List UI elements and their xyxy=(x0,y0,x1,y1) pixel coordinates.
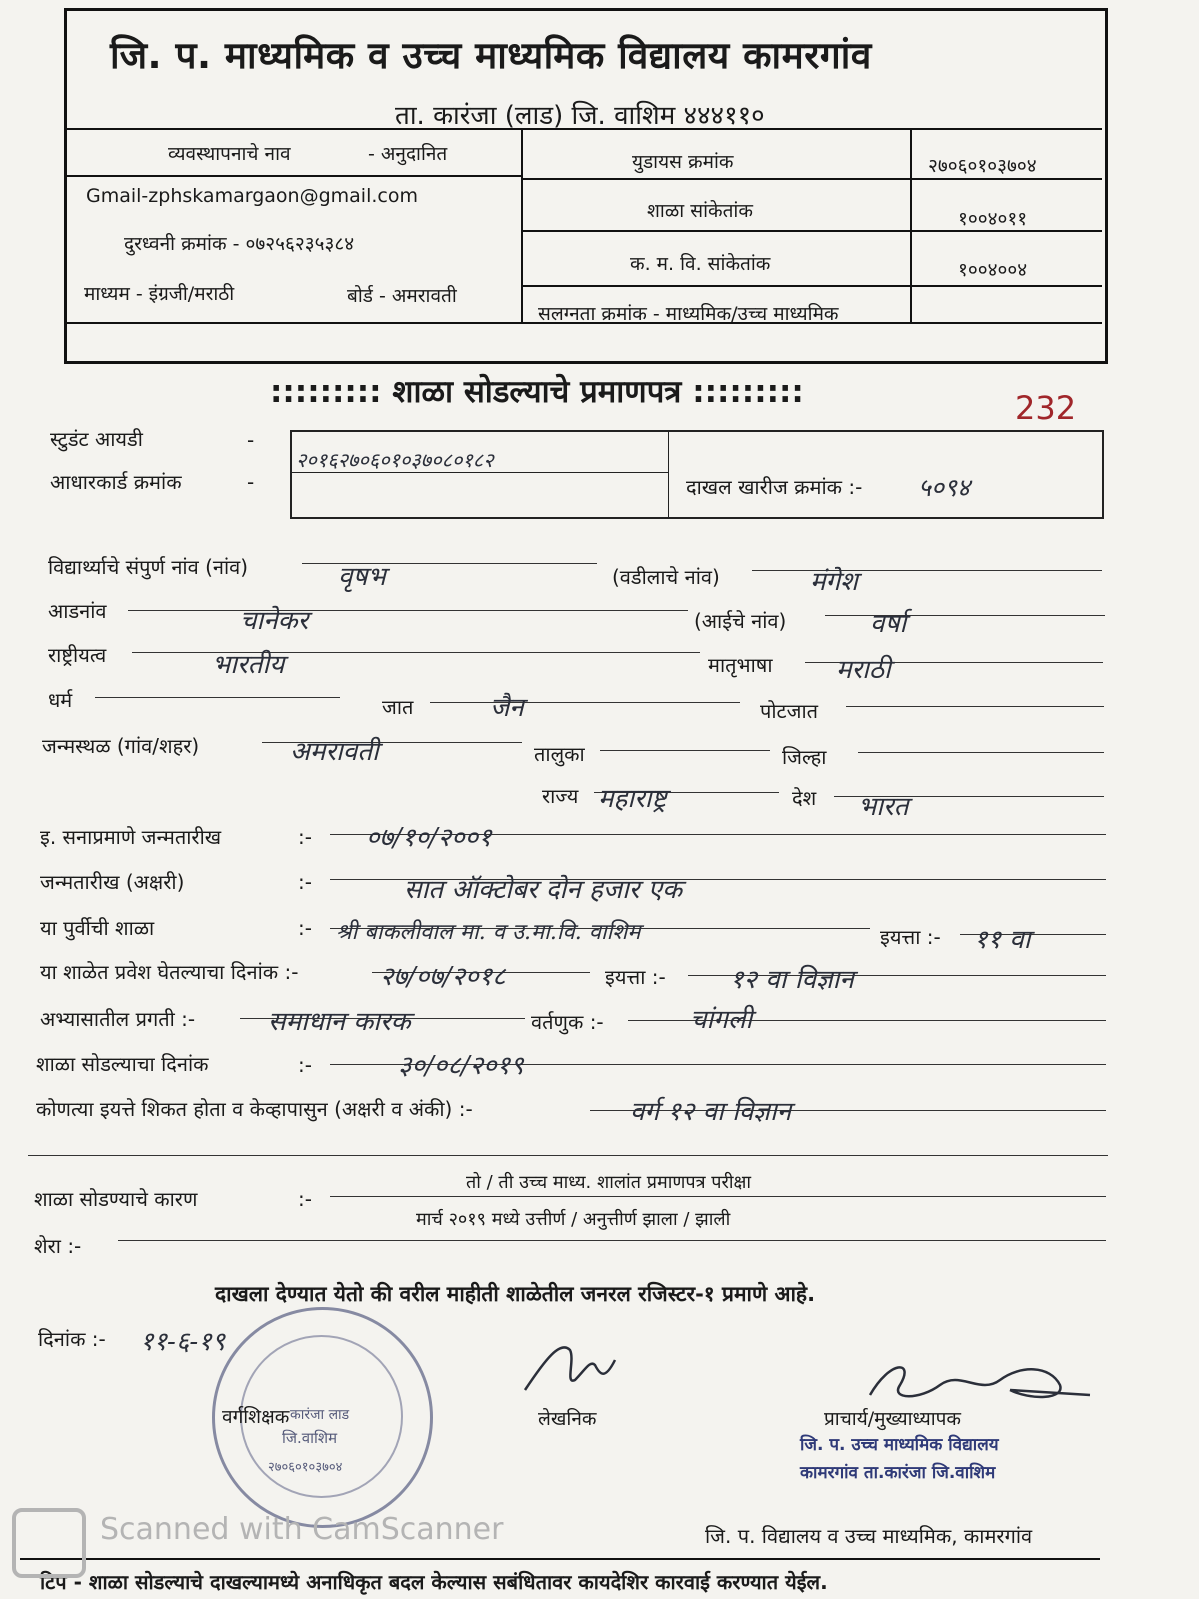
progress-label: अभ्यासातील प्रगती :- xyxy=(40,1007,196,1031)
school-code-label: शाळा सांकेतांक xyxy=(647,200,753,222)
school-name: जि. प. माध्यमिक व उच्च माध्यमिक विद्यालय कामरगांव xyxy=(110,34,872,77)
class-since: वर्ग १२ वा विज्ञान xyxy=(630,1097,792,1127)
affiliation-label: सलग्नता क्रमांक - माध्यमिक/उच्च माध्यमिक xyxy=(538,303,839,325)
phone: दुरध्वनी क्रमांक - ०७२५६२३५३८४ xyxy=(124,233,355,255)
father-label: (वडीलाचे नांव) xyxy=(612,565,720,589)
udise-label: युडायस क्रमांक xyxy=(632,151,734,173)
prev-school: श्री बाकलीवाल मा. व उ.मा.वि. वाशिम xyxy=(336,920,641,945)
dob-words-label: जन्मतारीख (अक्षरी) xyxy=(40,870,185,894)
scanner-watermark: Scanned with CamScanner xyxy=(100,1512,504,1547)
reason-line-1: तो / ती उच्च माध्य. शालांत प्रमाणपत्र परीक्षा xyxy=(466,1172,752,1193)
register-value: ५०९४ xyxy=(918,473,971,502)
birthplace: अमरावती xyxy=(290,737,379,767)
dob-label: इ. सनाप्रमाणे जन्मतारीख xyxy=(40,825,222,849)
sep-dob-words: :- xyxy=(298,870,312,894)
management-label: व्यवस्थापनाचे नाव xyxy=(168,143,291,165)
student-name: वृषभ xyxy=(338,562,386,592)
kmv-code-label: क. म. वि. सांकेतांक xyxy=(630,253,771,275)
principal-stamp-line-1: जि. प. उच्च माध्यमिक विद्यालय xyxy=(800,1435,999,1455)
date-value: ११-६-१९ xyxy=(140,1327,226,1357)
admission-date: २७/०७/२०१८ xyxy=(380,962,506,992)
nationality: भारतीय xyxy=(212,650,285,680)
certificate-title: ::::::::: शाळा सोडल्याचे प्रमाणपत्र ::::::::: xyxy=(270,374,804,410)
taluka-label: तालुका xyxy=(534,742,585,766)
school-code-value: १००४०११ xyxy=(958,208,1028,230)
dash-1: - xyxy=(247,428,255,452)
progress: समाधान कारक xyxy=(268,1007,411,1037)
sep-leaving: :- xyxy=(298,1053,312,1077)
surname: चानेकर xyxy=(240,606,309,636)
prev-class-label: इयत्ता :- xyxy=(880,925,941,949)
board: बोर्ड - अमरावती xyxy=(347,285,457,307)
leaving-date-label: शाळा सोडल्याचा दिनांक xyxy=(36,1052,209,1076)
camscanner-logo xyxy=(12,1508,86,1578)
register-label: दाखल खारीज क्रमांक :- xyxy=(686,475,863,499)
country: भारत xyxy=(858,792,909,822)
student-name-label: विद्यार्थ्याचे संपुर्ण नांव (नांव) xyxy=(48,555,249,579)
state-label: राज्य xyxy=(542,784,579,808)
class-teacher-label: वर्गशिक्षक xyxy=(222,1406,290,1428)
prev-school-label: या पुर्वीची शाळा xyxy=(40,916,155,940)
dob-words: सात ऑक्टोबर दोन हजार एक xyxy=(404,875,683,905)
principal-label: प्राचार्य/मुख्याध्यापक xyxy=(824,1408,962,1430)
student-id-value: २०१६२७०६०१०३७०८०१८२ xyxy=(296,448,494,472)
birthplace-label: जन्मस्थळ (गांव/शहर) xyxy=(42,734,200,758)
subcaste-label: पोटजात xyxy=(760,699,819,723)
certification-text: दाखला देण्यात येतो की वरील माहीती शाळेतील जनरल रजिस्टर-१ प्रमाणे आहे. xyxy=(215,1282,816,1306)
dob: ०७/१०/२००१ xyxy=(366,823,492,853)
nationality-label: राष्ट्रीयत्व xyxy=(48,643,107,667)
medium: माध्यम - इंग्रजी/मराठी xyxy=(84,283,235,305)
school-address: ता. कारंजा (लाड) जि. वाशिम ४४४११० xyxy=(395,101,765,131)
reason-label: शाळा सोडण्याचे कारण xyxy=(34,1187,198,1211)
conduct: चांगली xyxy=(690,1005,753,1035)
principal-stamp-line-2: कामरगांव ता.कारंजा जि.वाशिम xyxy=(800,1463,996,1483)
seal-text-2: जि.वाशिम xyxy=(282,1429,338,1447)
aadhar-label: आधारकार्ड क्रमांक xyxy=(50,470,182,494)
admission-label: या शाळेत प्रवेश घेतल्याचा दिनांक :- xyxy=(40,960,299,984)
mother-tongue: मराठी xyxy=(836,655,891,685)
clerk-signature xyxy=(515,1330,625,1410)
email: Gmail-zphskamargaon@gmail.com xyxy=(86,185,418,207)
admission-class-label: इयत्ता :- xyxy=(605,965,666,989)
remarks-label: शेरा :- xyxy=(34,1234,82,1258)
seal-text-1: कारंजा लाड xyxy=(290,1407,350,1423)
caste: जैन xyxy=(490,693,524,723)
father-name: मंगेश xyxy=(810,567,858,597)
leaving-date: ३०/०८/२०१९ xyxy=(398,1051,524,1081)
kmv-code-value: १००४००४ xyxy=(958,259,1028,281)
sep-prev-school: :- xyxy=(298,916,312,940)
reason-line-2: मार्च २०१९ मध्ये उत्तीर्ण / अनुत्तीर्ण झाला / झाली xyxy=(416,1209,731,1230)
mother-tongue-label: मातृभाषा xyxy=(708,653,773,677)
surname-label: आडनांव xyxy=(48,599,107,623)
management-value: - अनुदानित xyxy=(368,143,448,165)
page-number: 232 xyxy=(1015,389,1077,427)
legal-note: टिप - शाळा सोडल्याचे दाखल्यामध्ये अनाधिकृत बदल केल्यास सबंधितावर कायदेशिर कारवाई करण्यात येईल. xyxy=(40,1570,828,1594)
country-label: देश xyxy=(792,786,817,810)
sep-reason: :- xyxy=(298,1187,312,1211)
udise-value: २७०६०१०३७०४ xyxy=(928,155,1037,177)
mother-label: (आईचे नांव) xyxy=(694,609,787,633)
class-since-label: कोणत्या इयत्ते शिकत होता व केव्हापासुन (अक्षरी व अंकी) :- xyxy=(36,1097,473,1121)
clerk-label: लेखनिक xyxy=(538,1408,597,1430)
student-id-label: स्टुडंट आयडी xyxy=(50,427,143,451)
conduct-label: वर्तणुक :- xyxy=(531,1010,604,1034)
state: महाराष्ट्र xyxy=(598,784,667,814)
mother-name: वर्षा xyxy=(870,609,907,639)
school-footer: जि. प. विद्यालय व उच्च माध्यमिक, कामरगांव xyxy=(705,1524,1033,1548)
caste-label: जात xyxy=(382,695,414,719)
admission-class: १२ वा विज्ञान xyxy=(730,965,854,995)
prev-class: ११ वा xyxy=(974,925,1031,955)
sep-dob: :- xyxy=(298,825,312,849)
district-label: जिल्हा xyxy=(782,745,827,769)
religion-label: धर्म xyxy=(48,688,73,712)
date-label: दिनांक :- xyxy=(38,1327,106,1351)
dash-2: - xyxy=(247,470,255,494)
seal-text-3: २७०६०१०३७०४ xyxy=(268,1460,343,1475)
